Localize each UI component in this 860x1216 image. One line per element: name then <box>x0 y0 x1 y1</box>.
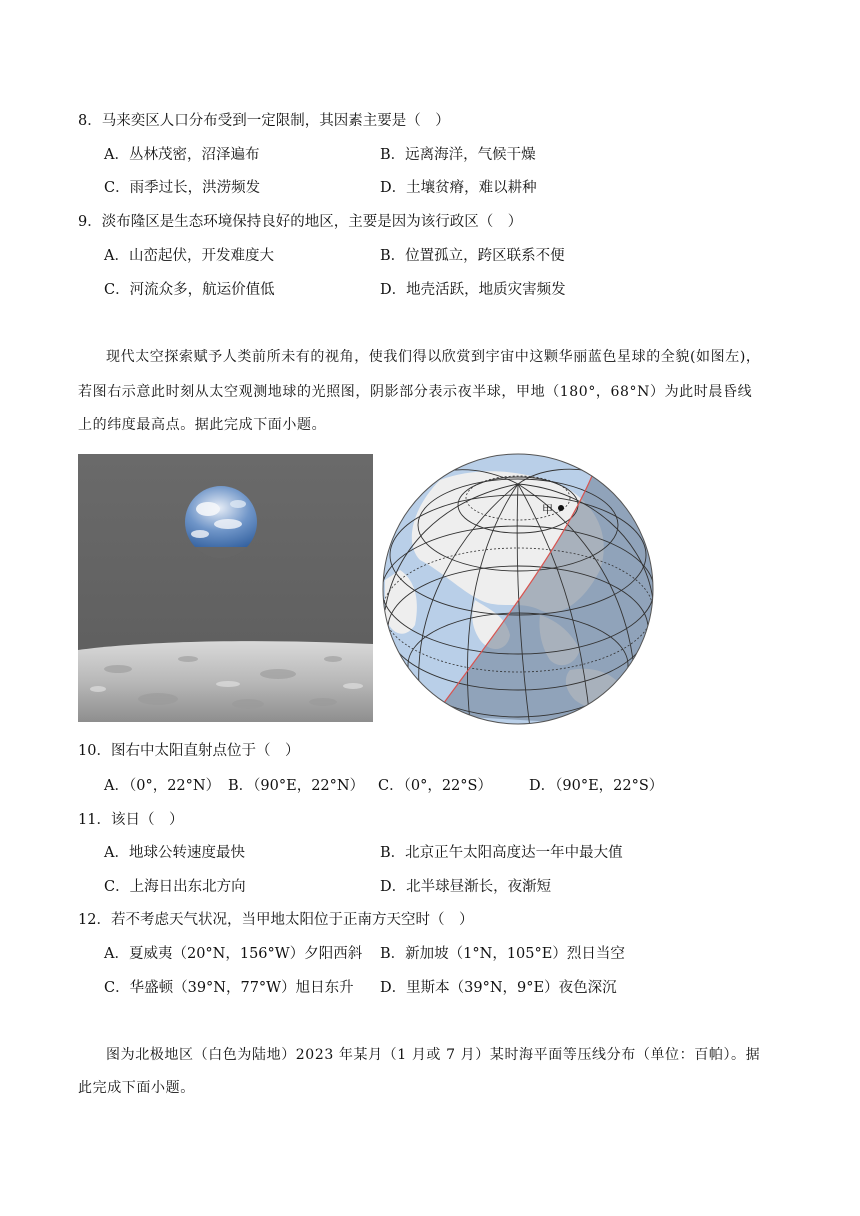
q11-option-c: C．上海日出东北方向 <box>104 879 246 895</box>
q8-option-b: B．远离海洋，气候干燥 <box>380 147 536 163</box>
passage1-line2: 若图右示意此时刻从太空观测地球的光照图，阴影部分表示夜半球，甲地（180°，68°N）为此时晨昏线 <box>78 384 753 400</box>
q8-stem: 8．马来奕区人口分布受到一定限制，其因素主要是（ ） <box>78 113 450 129</box>
earthrise-photo <box>78 454 373 722</box>
q11-option-b: B．北京正午太阳高度达一年中最大值 <box>380 845 623 861</box>
q9-option-c: C．河流众多，航运价值低 <box>104 282 275 298</box>
q8-option-c: C．雨季过长，洪涝频发 <box>104 180 261 196</box>
q12-stem: 12．若不考虑天气状况，当甲地太阳位于正南方天空时（ ） <box>78 912 474 928</box>
q12-option-c: C．华盛顿（39°N，77°W）旭日东升 <box>104 980 354 996</box>
q12-option-d: D．里斯本（39°N，9°E）夜色深沉 <box>380 980 617 996</box>
q9-stem: 9．淡布隆区是生态环境保持良好的地区，主要是因为该行政区（ ） <box>78 214 523 230</box>
q11-option-a: A．地球公转速度最快 <box>104 845 245 861</box>
q9-option-a: A．山峦起伏，开发难度大 <box>104 248 274 264</box>
point-jia-label: 甲 <box>542 503 553 516</box>
passage1-line3: 上的纬度最高点。据此完成下面小题。 <box>78 417 327 433</box>
q8-option-d: D．土壤贫瘠，难以耕种 <box>380 180 537 196</box>
passage2-line1: 图为北极地区（白色为陆地）2023 年某月（1 月或 7 月）某时海平面等压线分布（单位：百帕）。据 <box>106 1047 761 1063</box>
q9-option-b: B．位置孤立，跨区联系不便 <box>380 248 565 264</box>
q12-option-b: B．新加坡（1°N，105°E）烈日当空 <box>380 946 625 962</box>
q11-option-d: D．北半球昼渐长，夜渐短 <box>380 879 552 895</box>
q10-stem: 10．图右中太阳直射点位于（ ） <box>78 743 300 759</box>
passage1-line1: 现代太空探索赋予人类前所未有的视角，使我们得以欣赏到宇宙中这颗华丽蓝色星球的全貌(如图左)， <box>106 349 761 365</box>
globe-illumination-diagram <box>380 450 656 728</box>
passage2-line2: 此完成下面小题。 <box>78 1080 195 1096</box>
q10-option-a: A．（0°，22°N） <box>104 778 221 794</box>
q9-option-d: D．地壳活跃，地质灾害频发 <box>380 282 566 298</box>
q10-option-d: D．（90°E，22°S） <box>529 778 664 794</box>
q10-option-b: B．（90°E，22°N） <box>228 778 365 794</box>
q10-option-c: C．（0°，22°S） <box>378 778 492 794</box>
q12-option-a: A．夏威夷（20°N，156°W）夕阳西斜 <box>104 946 363 962</box>
q8-option-a: A．丛林茂密，沼泽遍布 <box>104 147 260 163</box>
q11-stem: 11．该日（ ） <box>78 812 184 828</box>
